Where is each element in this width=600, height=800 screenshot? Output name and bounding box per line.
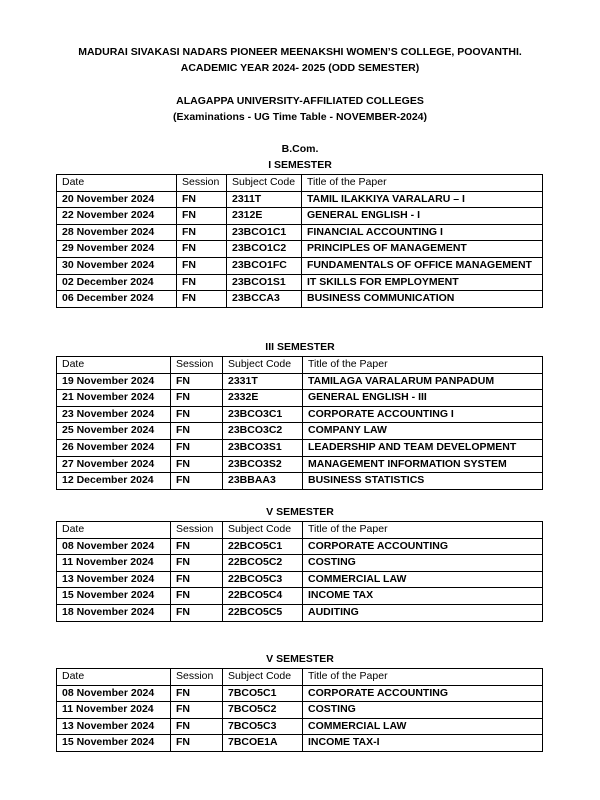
session: FN — [171, 406, 223, 423]
subject-code: 7BCO5C2 — [223, 702, 303, 719]
exam-date: 06 December 2024 — [57, 291, 177, 308]
session: FN — [171, 555, 223, 572]
subject-code: 7BCO5C3 — [223, 718, 303, 735]
paper-title: COSTING — [303, 555, 543, 572]
paper-title: IT SKILLS FOR EMPLOYMENT — [302, 274, 543, 291]
subject-code: 22BCO5C3 — [223, 571, 303, 588]
table-row — [57, 406, 543, 423]
paper-title: CORPORATE ACCOUNTING — [303, 685, 543, 702]
exam-date: 13 November 2024 — [57, 571, 171, 588]
column-header: Date — [57, 175, 177, 192]
column-header: Date — [57, 522, 171, 539]
table-row — [57, 735, 543, 752]
session: FN — [177, 241, 227, 258]
exam-date: 08 November 2024 — [57, 538, 171, 555]
paper-title: TAMILAGA VARALARUM PANPADUM — [303, 373, 543, 390]
subject-code: 23BCO1FC — [227, 257, 302, 274]
paper-title: GENERAL ENGLISH - I — [302, 208, 543, 225]
semester-title-5b: V SEMESTER — [266, 653, 334, 665]
session: FN — [177, 224, 227, 241]
column-header: Subject Code — [223, 669, 303, 686]
exam-date: 11 November 2024 — [57, 702, 171, 719]
table-row — [57, 390, 543, 407]
session: FN — [171, 685, 223, 702]
table-row — [57, 685, 543, 702]
paper-title: LEADERSHIP AND TEAM DEVELOPMENT — [303, 439, 543, 456]
column-header: Session — [171, 669, 223, 686]
session: FN — [171, 735, 223, 752]
subject-code: 2331T — [223, 373, 303, 390]
exam-date: 29 November 2024 — [57, 241, 177, 258]
exam-date: 20 November 2024 — [57, 191, 177, 208]
subject-code: 23BCO3C2 — [223, 423, 303, 440]
exam-date: 11 November 2024 — [57, 555, 171, 572]
table-row — [57, 702, 543, 719]
column-header: Session — [171, 357, 223, 374]
paper-title: BUSINESS STATISTICS — [303, 473, 543, 490]
subject-code: 22BCO5C1 — [223, 538, 303, 555]
table-header-row — [57, 669, 543, 686]
subject-code: 23BCCA3 — [227, 291, 302, 308]
table-row — [57, 604, 543, 621]
paper-title: GENERAL ENGLISH - III — [303, 390, 543, 407]
exam-date: 25 November 2024 — [57, 423, 171, 440]
semester-table-3 — [56, 356, 543, 490]
column-header: Subject Code — [223, 522, 303, 539]
session: FN — [177, 257, 227, 274]
paper-title: PRINCIPLES OF MANAGEMENT — [302, 241, 543, 258]
exam-date: 18 November 2024 — [57, 604, 171, 621]
exam-date: 19 November 2024 — [57, 373, 171, 390]
paper-title: COMMERCIAL LAW — [303, 718, 543, 735]
table-row — [57, 373, 543, 390]
paper-title: COSTING — [303, 702, 543, 719]
exam-date: 08 November 2024 — [57, 685, 171, 702]
session: FN — [171, 439, 223, 456]
column-header: Title of the Paper — [303, 669, 543, 686]
paper-title: AUDITING — [303, 604, 543, 621]
paper-title: FINANCIAL ACCOUNTING I — [302, 224, 543, 241]
paper-title: MANAGEMENT INFORMATION SYSTEM — [303, 456, 543, 473]
table-row — [57, 423, 543, 440]
exam-title: (Examinations - UG Time Table - NOVEMBER-2024) — [173, 111, 427, 123]
table-row — [57, 191, 543, 208]
university-name: ALAGAPPA UNIVERSITY-AFFILIATED COLLEGES — [176, 95, 424, 107]
column-header: Session — [171, 522, 223, 539]
table-row — [57, 571, 543, 588]
session: FN — [177, 208, 227, 225]
subject-code: 23BCO1C2 — [227, 241, 302, 258]
table-row — [57, 291, 543, 308]
exam-date: 22 November 2024 — [57, 208, 177, 225]
table-row — [57, 208, 543, 225]
column-header: Title of the Paper — [303, 522, 543, 539]
semester-title-1: I SEMESTER — [268, 159, 332, 171]
subject-code: 23BCO3S2 — [223, 456, 303, 473]
exam-date: 21 November 2024 — [57, 390, 171, 407]
paper-title: FUNDAMENTALS OF OFFICE MANAGEMENT — [302, 257, 543, 274]
semester-table-5a — [56, 521, 543, 622]
academic-year: ACADEMIC YEAR 2024- 2025 (ODD SEMESTER) — [180, 62, 420, 74]
session: FN — [171, 473, 223, 490]
column-header: Title of the Paper — [303, 357, 543, 374]
paper-title: COMPANY LAW — [303, 423, 543, 440]
column-header: Subject Code — [227, 175, 302, 192]
exam-date: 12 December 2024 — [57, 473, 171, 490]
session: FN — [177, 274, 227, 291]
semester-title-3: III SEMESTER — [265, 341, 335, 353]
semester-table-5b — [56, 668, 543, 752]
exam-date: 27 November 2024 — [57, 456, 171, 473]
session: FN — [171, 588, 223, 605]
column-header: Title of the Paper — [302, 175, 543, 192]
subject-code: 22BCO5C2 — [223, 555, 303, 572]
subject-code: 23BCO1S1 — [227, 274, 302, 291]
session: FN — [171, 456, 223, 473]
subject-code: 7BCOE1A — [223, 735, 303, 752]
exam-date: 13 November 2024 — [57, 718, 171, 735]
subject-code: 2312E — [227, 208, 302, 225]
table-row — [57, 538, 543, 555]
subject-code: 23BBAA3 — [223, 473, 303, 490]
session: FN — [171, 538, 223, 555]
subject-code: 2332E — [223, 390, 303, 407]
exam-date: 15 November 2024 — [57, 735, 171, 752]
table-row — [57, 718, 543, 735]
paper-title: TAMIL ILAKKIYA VARALARU – I — [302, 191, 543, 208]
paper-title: BUSINESS COMMUNICATION — [302, 291, 543, 308]
subject-code: 23BCO3S1 — [223, 439, 303, 456]
table-row — [57, 456, 543, 473]
session: FN — [171, 604, 223, 621]
semester-title-5a: V SEMESTER — [266, 506, 334, 518]
exam-date: 30 November 2024 — [57, 257, 177, 274]
subject-code: 2311T — [227, 191, 302, 208]
paper-title: INCOME TAX-I — [303, 735, 543, 752]
session: FN — [171, 571, 223, 588]
paper-title: COMMERCIAL LAW — [303, 571, 543, 588]
column-header: Date — [57, 669, 171, 686]
table-header-row — [57, 175, 543, 192]
exam-date: 23 November 2024 — [57, 406, 171, 423]
session: FN — [171, 390, 223, 407]
exam-date: 26 November 2024 — [57, 439, 171, 456]
session: FN — [171, 718, 223, 735]
table-row — [57, 555, 543, 572]
exam-date: 02 December 2024 — [57, 274, 177, 291]
session: FN — [171, 702, 223, 719]
session: FN — [177, 191, 227, 208]
table-header-row — [57, 357, 543, 374]
college-name: MADURAI SIVAKASI NADARS PIONEER MEENAKSHI WOMEN’S COLLEGE, POOVANTHI. — [78, 46, 522, 58]
paper-title: CORPORATE ACCOUNTING I — [303, 406, 543, 423]
table-row — [57, 588, 543, 605]
subject-code: 22BCO5C4 — [223, 588, 303, 605]
table-header-row — [57, 522, 543, 539]
session: FN — [177, 291, 227, 308]
table-row — [57, 241, 543, 258]
table-row — [57, 473, 543, 490]
subject-code: 7BCO5C1 — [223, 685, 303, 702]
table-row — [57, 274, 543, 291]
paper-title: CORPORATE ACCOUNTING — [303, 538, 543, 555]
session: FN — [171, 373, 223, 390]
subject-code: 23BCO3C1 — [223, 406, 303, 423]
column-header: Date — [57, 357, 171, 374]
exam-date: 28 November 2024 — [57, 224, 177, 241]
semester-table-1 — [56, 174, 543, 308]
table-row — [57, 257, 543, 274]
column-header: Session — [177, 175, 227, 192]
subject-code: 22BCO5C5 — [223, 604, 303, 621]
subject-code: 23BCO1C1 — [227, 224, 302, 241]
paper-title: INCOME TAX — [303, 588, 543, 605]
table-row — [57, 224, 543, 241]
table-row — [57, 439, 543, 456]
course-name: B.Com. — [281, 143, 319, 155]
exam-date: 15 November 2024 — [57, 588, 171, 605]
session: FN — [171, 423, 223, 440]
column-header: Subject Code — [223, 357, 303, 374]
